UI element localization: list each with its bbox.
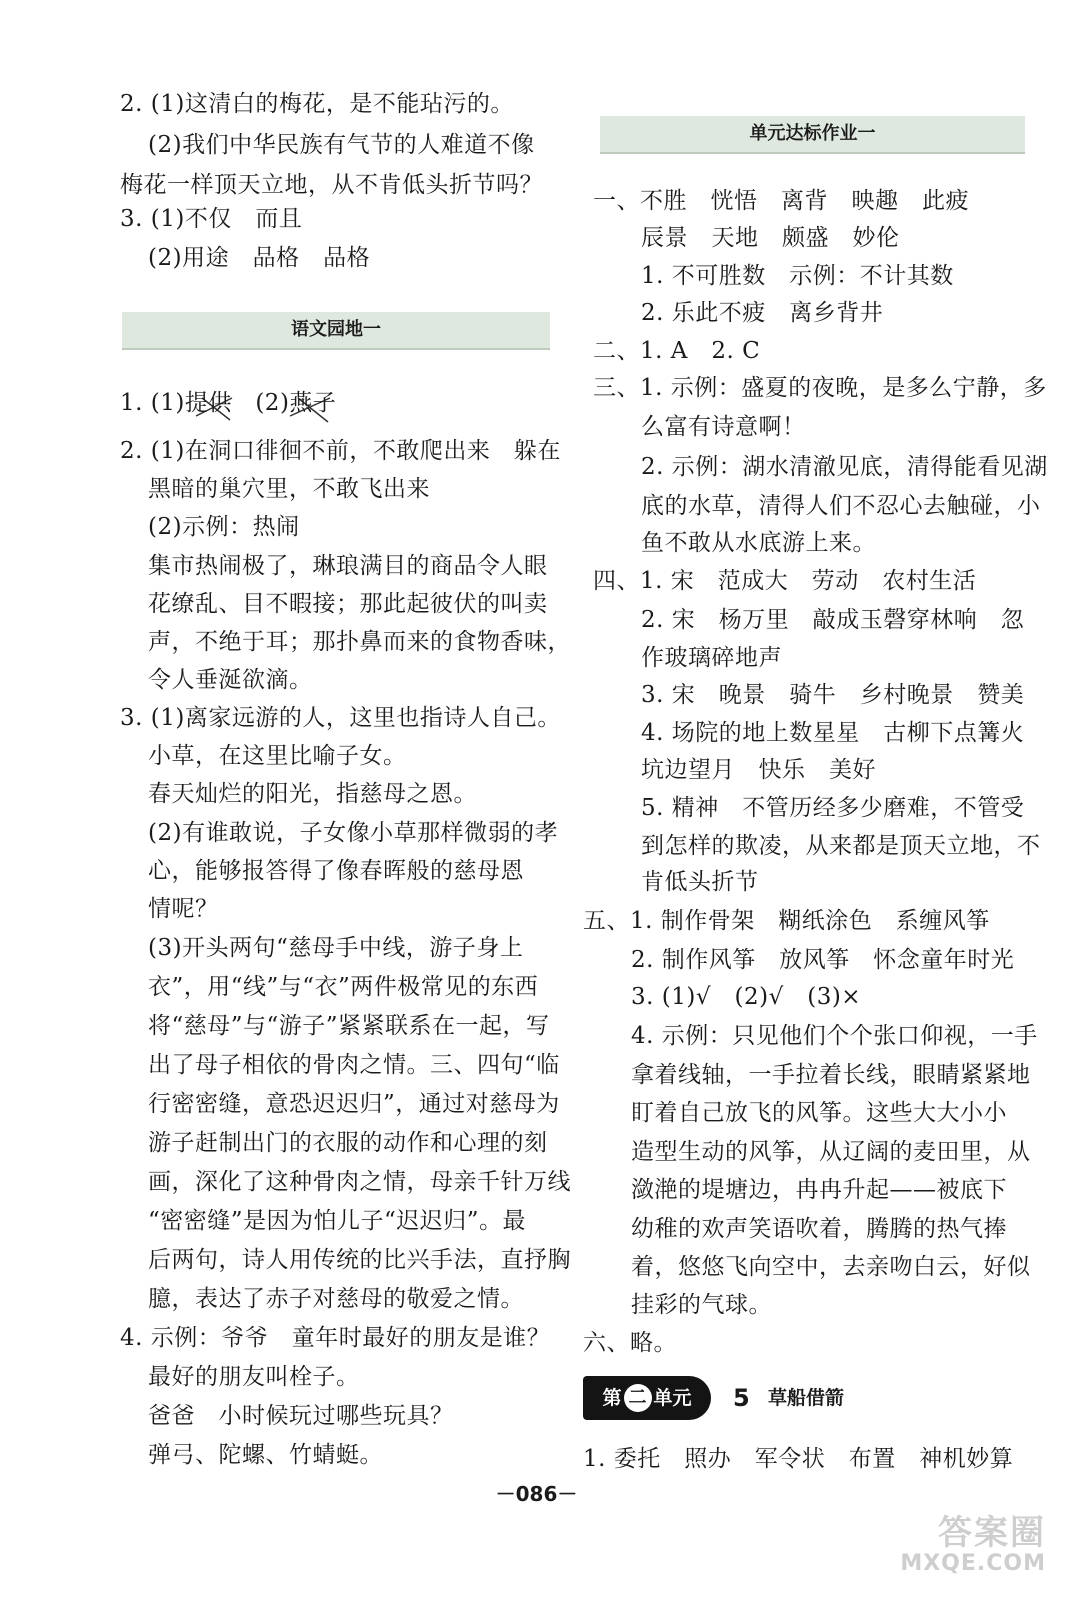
answer-line: 将“慈母”与“游子”紧紧联系在一起，写 — [148, 1013, 550, 1039]
answer-line: 2. 制作风筝 放风筝 怀念童年时光 — [631, 947, 1015, 973]
section-header-yuwen-yuandi: 语文园地一 — [122, 312, 550, 350]
answer-line: 四、1. 宋 范成大 劳动 农村生活 — [593, 568, 977, 594]
unit-number: 二 — [624, 1384, 652, 1412]
answer-line: (2)有谁敢说，子女像小草那样微弱的孝 — [148, 820, 559, 846]
watermark-text: 答案圈 — [938, 1513, 1046, 1553]
answer-line: 鱼不敢从水底游上来。 — [641, 530, 876, 556]
answer-line: 肯低头折节 — [641, 869, 759, 895]
answer-line: 爸爸 小时候玩过哪些玩具？ — [148, 1403, 454, 1429]
answer-line: 到怎样的欺凌，从来都是顶天立地，不 — [641, 833, 1041, 859]
answer-line: (2)用途 品格 品格 — [148, 245, 371, 271]
answer-line: 么富有诗意啊！ — [641, 414, 806, 440]
answer-line: 令人垂涎欲滴。 — [148, 667, 313, 693]
answer-line: 潋滟的堤塘边，冉冉升起——被底下 — [631, 1177, 1007, 1203]
unit-badge — [583, 1376, 711, 1420]
watermark-url: MXQE.COM — [900, 1551, 1046, 1576]
answer-line: 游子赶制出门的衣服的动作和心理的刻 — [148, 1130, 548, 1156]
answer-line: 三、1. 示例：盛夏的夜晚，是多么宁静，多 — [593, 375, 1047, 401]
answer-line: 幼稚的欢声笑语吹着，腾腾的热气捧 — [631, 1216, 1007, 1242]
answer-line: 4. 示例：爷爷 童年时最好的朋友是谁？ — [120, 1325, 551, 1351]
section-header-danyuan-dabiao: 单元达标作业一 — [600, 116, 1025, 154]
answer-line: (3)开头两句“慈母手中线，游子身上 — [148, 935, 524, 961]
answer-line: 4. 场院的地上数星星 古柳下点篝火 — [641, 720, 1025, 746]
answer-line: 2. 示例：湖水清澈见底，清得能看见湖 — [641, 454, 1048, 480]
answer-line: 二、1. A 2. C — [593, 338, 761, 364]
answer-line: 衣”，用“线”与“衣”两件极常见的东西 — [148, 974, 539, 1000]
answer-line: 1. (1)提供 (2)燕子 — [120, 390, 337, 416]
answer-line: 盯着自己放飞的风筝。这些大大小小 — [631, 1100, 1007, 1126]
answer-line: 行密密缝，意恐迟迟归”，通过对慈母为 — [148, 1091, 560, 1117]
answer-line: 弹弓、陀螺、竹蜻蜓。 — [148, 1442, 383, 1468]
answer-line: 黑暗的巢穴里，不敢飞出来 — [148, 476, 430, 502]
page-number: －086－ — [495, 1482, 578, 1506]
answer-line: 梅花一样顶天立地，从不肯低头折节吗？ — [120, 172, 543, 198]
answer-line: 3. (1)√ (2)√ (3)× — [631, 984, 862, 1010]
answer-line: 1. 委托 照办 军令状 布置 神机妙算 — [583, 1446, 1014, 1472]
answer-line: 拿着线轴，一手拉着长线，眼睛紧紧地 — [631, 1062, 1031, 1088]
answer-line: 3. (1)离家远游的人，这里也指诗人自己。 — [120, 705, 561, 731]
answer-line: 1. 不可胜数 示例：不计其数 — [641, 263, 954, 289]
answer-line: 作玻璃碎地声 — [641, 645, 782, 671]
answer-line: 出了母子相依的骨肉之情。三、四句“临 — [148, 1052, 560, 1078]
answer-line: 2. (1)这清白的梅花，是不能玷污的。 — [120, 91, 514, 117]
answer-line: 心，能够报答得了像春晖般的慈母恩 — [148, 858, 524, 884]
answer-line: 4. 示例：只见他们个个张口仰视，一手 — [631, 1023, 1038, 1049]
answer-line: 五、1. 制作骨架 糊纸涂色 系缠风筝 — [583, 908, 990, 934]
answer-line: 声，不绝于耳；那扑鼻而来的食物香味， — [148, 629, 571, 655]
answer-line: 3. (1)不仅 而且 — [120, 206, 303, 232]
lesson-number: 5 — [733, 1384, 750, 1412]
answer-line: 六、略。 — [583, 1330, 677, 1356]
answer-line: 臆，表达了赤子对慈母的敬爱之情。 — [148, 1286, 524, 1312]
answer-line: 2. (1)在洞口徘徊不前，不敢爬出来 躲在 — [120, 438, 561, 464]
answer-line: 5. 精神 不管历经多少磨难，不管受 — [641, 795, 1025, 821]
answer-line: 集市热闹极了，琳琅满目的商品令人眼 — [148, 553, 548, 579]
answer-line: 挂彩的气球。 — [631, 1292, 772, 1318]
answer-line: 坑边望月 快乐 美好 — [641, 757, 876, 783]
watermark-logo — [872, 1505, 1052, 1585]
answer-line: 一、不胜 恍悟 离背 映趣 此疲 — [593, 188, 969, 214]
answer-line: 2. 宋 杨万里 敲成玉磬穿林响 忽 — [641, 607, 1025, 633]
answer-line: 3. 宋 晚景 骑牛 乡村晚景 赞美 — [641, 682, 1025, 708]
answer-line: 春天灿烂的阳光，指慈母之恩。 — [148, 781, 477, 807]
unit-prefix: 第 — [602, 1387, 622, 1409]
unit-lesson-header — [583, 1376, 1023, 1422]
answer-line: 2. 乐此不疲 离乡背井 — [641, 300, 884, 326]
answer-line: 小草，在这里比喻子女。 — [148, 743, 407, 769]
unit-suffix: 单元 — [653, 1387, 692, 1409]
answer-line: 辰景 天地 颇盛 妙伦 — [641, 225, 900, 251]
answer-line: “密密缝”是因为怕儿子“迟迟归”。最 — [148, 1208, 527, 1234]
answer-line: 最好的朋友叫栓子。 — [148, 1364, 360, 1390]
answer-line: 情呢？ — [148, 896, 219, 922]
answer-line: 着，悠悠飞向空中，去亲吻白云，好似 — [631, 1254, 1031, 1280]
answer-line: (2)我们中华民族有气节的人难道不像 — [148, 132, 535, 158]
lesson-title: 草船借箭 — [768, 1387, 845, 1409]
answer-line: 底的水草，清得人们不忍心去触碰，小 — [641, 493, 1041, 519]
answer-line: (2)示例：热闹 — [148, 514, 300, 540]
answer-line: 后两句，诗人用传统的比兴手法，直抒胸 — [148, 1247, 571, 1273]
answer-line: 花缭乱、目不暇接；那此起彼伏的叫卖 — [148, 591, 548, 617]
answer-line: 画，深化了这种骨肉之情，母亲千针万线 — [148, 1169, 571, 1195]
answer-line: 造型生动的风筝，从辽阔的麦田里，从 — [631, 1139, 1031, 1165]
